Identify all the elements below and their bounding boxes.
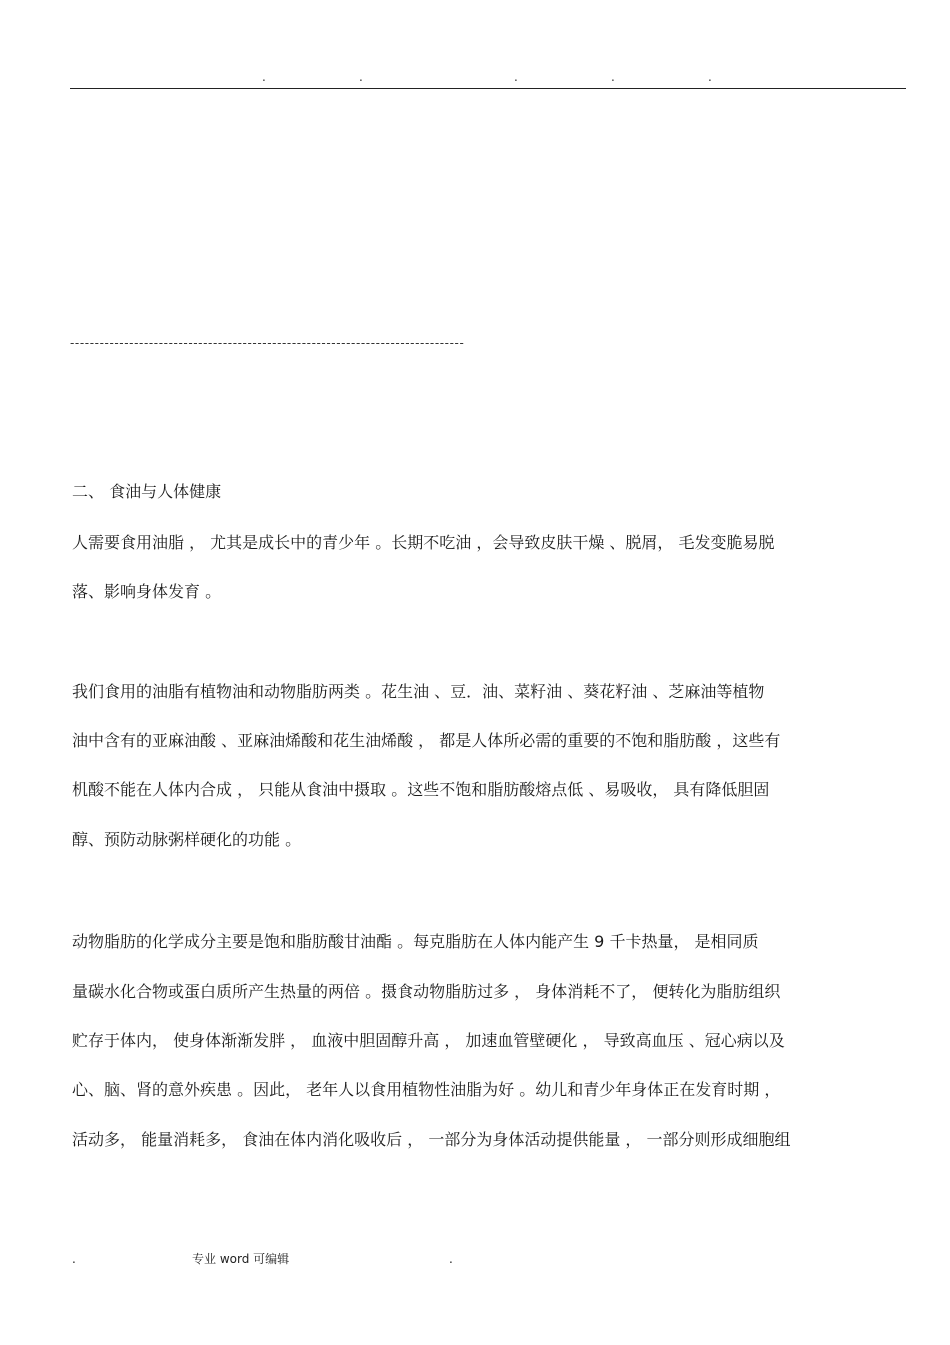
footer-dot: . bbox=[72, 1252, 76, 1266]
paragraph-line: 活动多， 能量消耗多， 食油在体内消化吸收后 ， 一部分为身体活动提供能量 ， 一部分则形成细胞组 bbox=[72, 1130, 791, 1149]
header-rule bbox=[70, 88, 906, 89]
dashed-separator: -------------------------------------------------------------------------------- bbox=[70, 336, 465, 350]
footer-label: 专业 word 可编辑 bbox=[192, 1252, 290, 1266]
paragraph-line: 我们食用的油脂有植物油和动物脂肪两类 。花生油 、豆．油、菜籽油 、葵花籽油 、芝麻油等植物 bbox=[72, 682, 765, 701]
header-dot: . bbox=[262, 70, 266, 84]
header-dot: . bbox=[514, 70, 518, 84]
paragraph-line: 心、脑、肾的意外疾患 。因此， 老年人以食用植物性油脂为好 。幼儿和青少年身体正在发育时期 ， bbox=[72, 1080, 781, 1099]
paragraph-line: 油中含有的亚麻油酸 、亚麻油烯酸和花生油烯酸 ， 都是人体所必需的重要的不饱和脂肪酸 ，这些有 bbox=[72, 731, 781, 750]
paragraph-line: 量碳水化合物或蛋白质所产生热量的两倍 。摄食动物脂肪过多 ， 身体消耗不了， 便转化为脂肪组织 bbox=[72, 982, 781, 1001]
footer-dot: . bbox=[449, 1252, 453, 1266]
paragraph-line: 人需要食用油脂 ， 尤其是成长中的青少年 。长期不吃油 ，会导致皮肤干燥 、脱屑， 毛发变脆易脱 bbox=[72, 533, 775, 552]
header-dot: . bbox=[359, 70, 363, 84]
paragraph-line: 醇、预防动脉粥样硬化的功能 。 bbox=[72, 830, 302, 849]
header-dot: . bbox=[611, 70, 615, 84]
paragraph-line: 落、影响身体发育 。 bbox=[72, 582, 222, 601]
paragraph-line: 贮存于体内， 使身体渐渐发胖 ， 血液中胆固醇升高 ， 加速血管壁硬化 ， 导致高血压 、冠心病以及 bbox=[72, 1031, 785, 1050]
header-dot: . bbox=[708, 70, 712, 84]
paragraph-line: 动物脂肪的化学成分主要是饱和脂肪酸甘油酯 。每克脂肪在人体内能产生 9 千卡热量， 是相同质 bbox=[72, 932, 759, 951]
paragraph-line: 机酸不能在人体内合成 ， 只能从食油中摄取 。这些不饱和脂肪酸熔点低 、易吸收， 具有降低胆固 bbox=[72, 780, 770, 799]
section-heading: 二、 食油与人体健康 bbox=[72, 482, 222, 501]
